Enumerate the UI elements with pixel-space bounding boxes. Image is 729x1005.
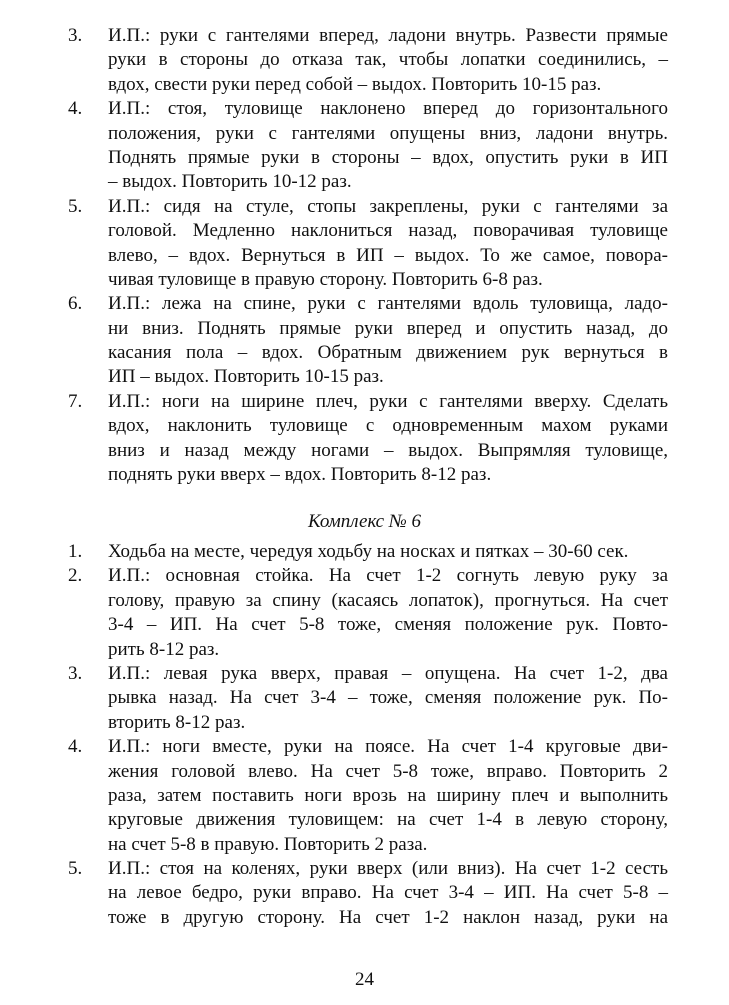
text-line: ИП – выдох. Повторить 10-15 раз.	[108, 366, 384, 388]
text-line: вторить 8-12 раз.	[108, 711, 246, 733]
exercise-text	[108, 390, 668, 488]
text-line: влево, – вдох. Вернуться в ИП – выдох. То же самое, повора-	[108, 244, 668, 266]
exercise-item	[68, 24, 668, 97]
text-line: голову, правую за спину (касаясь лопаток), прогнуться. На счет	[108, 589, 668, 611]
text-line: вниз и назад между ногами – выдох. Выпрямляя туловище,	[108, 439, 668, 461]
section-title: Комплекс № 6	[308, 511, 421, 532]
exercise-item	[68, 97, 668, 195]
text-line: 3-4 – ИП. На счет 5-8 тоже, сменяя положение рук. Повто-	[108, 614, 668, 636]
page-number: 24	[355, 969, 374, 990]
text-line: И.П.: ноги на ширине плеч, руки с гантелями вверху. Сделать	[108, 390, 668, 412]
exercise-text	[108, 857, 668, 930]
text-line: И.П.: ноги вместе, руки на поясе. На счет 1-4 круговые дви-	[108, 736, 668, 758]
exercise-item	[68, 540, 668, 564]
text-line: И.П.: лежа на спине, руки с гантелями вдоль туловища, ладо-	[108, 293, 668, 315]
exercise-number: 5.	[68, 195, 83, 217]
text-line: на счет 5-8 в правую. Повторить 2 раза.	[108, 833, 428, 855]
text-line: Поднять прямые руки в стороны – вдох, опустить руки в ИП	[108, 146, 668, 168]
exercise-text	[108, 735, 668, 857]
exercise-number: 3.	[68, 25, 83, 46]
exercise-item	[68, 564, 668, 662]
text-line: чивая туловище в правую сторону. Повторить 6-8 раз.	[108, 268, 543, 290]
text-line: Ходьба на месте, чередуя ходьбу на носках и пятках – 30-60 сек.	[108, 541, 629, 562]
exercise-item	[68, 857, 668, 930]
text-line: поднять руки вверх – вдох. Повторить 8-12 раз.	[108, 464, 492, 486]
exercise-number: 4.	[68, 736, 83, 758]
exercise-text	[108, 97, 668, 195]
text-line: И.П.: стоя, туловище наклонено вперед до горизонтального	[108, 98, 668, 120]
text-line: И.П.: стоя на коленях, руки вверх (или вниз). На счет 1-2 сесть	[108, 858, 668, 880]
text-line: рить 8-12 раз.	[108, 638, 220, 660]
exercise-text	[108, 292, 668, 390]
exercise-text	[108, 195, 668, 293]
exercise-number: 5.	[68, 858, 83, 880]
text-line: И.П.: основная стойка. На счет 1-2 согнуть левую руку за	[108, 565, 668, 587]
text-line: вдох, наклонить туловище с одновременным махом руками	[108, 415, 668, 437]
text-line: касания пола – вдох. Обратным движением рук вернуться в	[108, 342, 668, 364]
exercise-number: 6.	[68, 293, 83, 315]
text-line: на левое бедро, руки вправо. На счет 3-4 – ИП. На счет 5-8 –	[108, 882, 668, 904]
text-line: тоже в другую сторону. На счет 1-2 наклон назад, руки на	[108, 906, 668, 928]
text-line: вдох, свести руки перед собой – выдох. Повторить 10-15 раз.	[108, 73, 602, 95]
exercise-number: 7.	[68, 390, 83, 412]
text-line: положения, руки с гантелями опущены вниз, ладони внутрь.	[108, 122, 668, 144]
text-line: жения головой влево. На счет 5-8 тоже, вправо. Повторить 2	[108, 760, 668, 782]
text-line: И.П.: сидя на стуле, стопы закреплены, руки с гантелями за	[108, 195, 668, 217]
exercise-item	[68, 195, 668, 293]
text-line: круговые движения туловищем: на счет 1-4 в левую сторону,	[108, 809, 668, 831]
text-line: ни вниз. Поднять прямые руки вперед и опустить назад, до	[108, 317, 668, 339]
exercise-list-continued	[68, 24, 668, 487]
exercise-item	[68, 662, 668, 735]
exercise-number: 2.	[68, 565, 83, 587]
exercise-text	[108, 540, 668, 564]
text-line: И.П.: левая рука вверх, правая – опущена. На счет 1-2, два	[108, 662, 668, 684]
text-line: И.П.: руки с гантелями вперед, ладони внутрь. Развести прямые	[108, 25, 668, 46]
exercise-number: 4.	[68, 98, 83, 120]
exercise-number: 1.	[68, 541, 83, 562]
exercise-text	[108, 564, 668, 662]
text-line: руки в стороны до отказа так, чтобы лопатки соединились, –	[108, 49, 668, 71]
exercise-list-complex-6	[68, 540, 668, 930]
exercise-item	[68, 735, 668, 857]
text-line: рывка назад. На счет 3-4 – тоже, сменяя положение рук. По-	[108, 687, 668, 709]
text-line: раза, затем поставить ноги врозь на ширину плеч и выполнить	[108, 784, 668, 806]
exercise-item	[68, 390, 668, 488]
exercise-item	[68, 292, 668, 390]
exercise-text	[108, 24, 668, 97]
text-line: – выдох. Повторить 10-12 раз.	[108, 171, 352, 193]
exercise-text	[108, 662, 668, 735]
exercise-number: 3.	[68, 662, 83, 684]
text-line: головой. Медленно наклониться назад, поворачивая туловище	[108, 220, 668, 242]
